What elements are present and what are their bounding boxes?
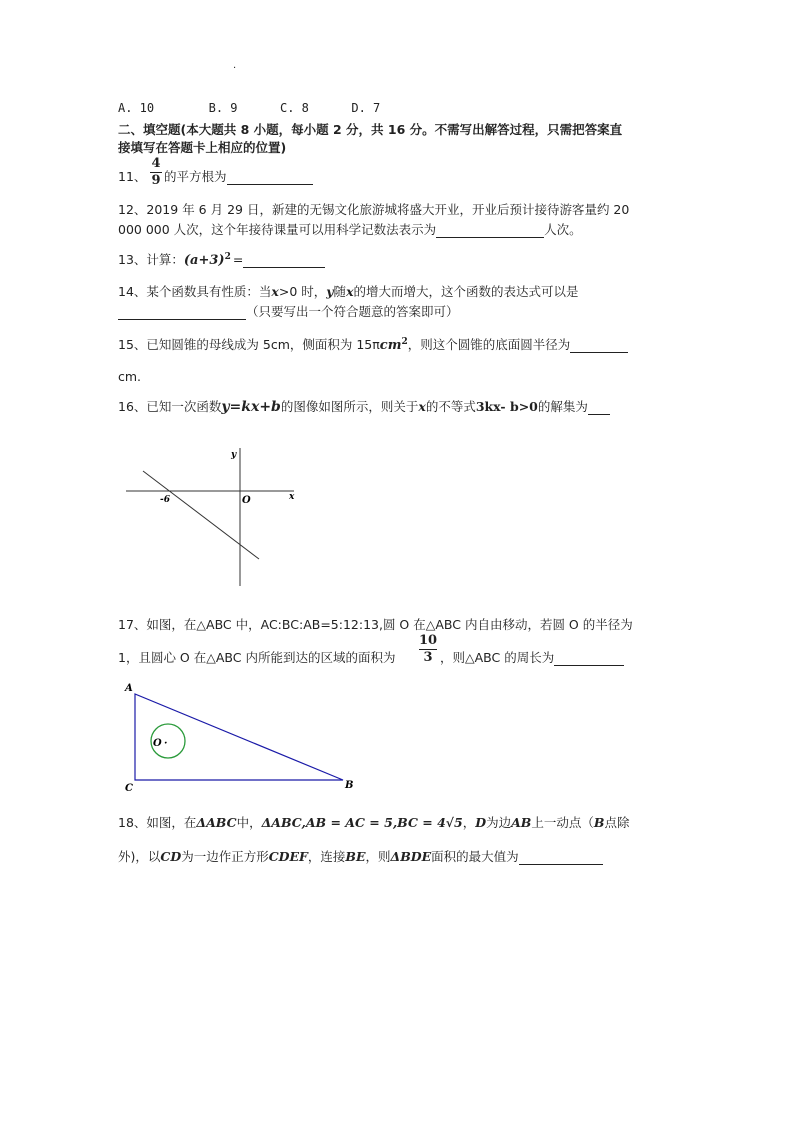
q14-line1a: 14、某个函数具有性质：当 bbox=[118, 284, 272, 299]
q16-a: 16、已知一次函数 bbox=[118, 399, 222, 414]
q18-bvar: B bbox=[593, 815, 605, 830]
vertex-a-label: A bbox=[125, 683, 133, 694]
q16-x: x bbox=[418, 399, 426, 414]
q15-unit: cm bbox=[379, 338, 402, 353]
q11-fraction bbox=[150, 157, 162, 188]
center-o-dot: · bbox=[164, 738, 168, 749]
question-13 bbox=[118, 250, 325, 268]
q14-gt0: >0 时， bbox=[278, 284, 327, 299]
q11-frac-den: 9 bbox=[151, 173, 161, 188]
vertex-c-label: C bbox=[125, 783, 133, 794]
q15-line2: cm. bbox=[118, 369, 142, 384]
q15-answer-blank bbox=[570, 338, 628, 353]
q11-frac-num: 4 bbox=[151, 156, 161, 171]
center-o-label: O bbox=[153, 738, 162, 749]
q18-be: BE bbox=[345, 849, 366, 864]
q14-x1: x bbox=[271, 284, 279, 299]
q18-line1 bbox=[118, 813, 629, 831]
q17-line2-end bbox=[440, 648, 624, 666]
q14-line2-text: （只要写出一个符合题意的答案即可） bbox=[246, 304, 459, 319]
q18-line2b: 为一边作正方形 bbox=[181, 849, 269, 864]
q18-b: 中， bbox=[236, 815, 262, 830]
q17-line2a: 1，且圆心 O 在△ABC 内所能到达的区域的面积为 bbox=[118, 650, 396, 665]
option-c: C. 8 bbox=[279, 101, 309, 115]
q17-frac-num: 10 bbox=[419, 633, 438, 648]
q17-answer-blank bbox=[554, 651, 624, 666]
q12-line2b: 人次。 bbox=[544, 222, 582, 237]
option-b: B. 9 bbox=[208, 101, 238, 115]
options-line bbox=[118, 101, 380, 115]
question-16 bbox=[118, 397, 610, 415]
x-axis-label: x bbox=[289, 492, 295, 502]
q17-line2b: ，则△ABC 的周长为 bbox=[440, 650, 555, 665]
option-a: A. 10 bbox=[118, 101, 155, 115]
q15-line1 bbox=[118, 335, 628, 353]
q18-bde: ΔBDE bbox=[390, 849, 432, 864]
q16-answer-blank bbox=[588, 400, 610, 415]
q18-d: 为边 bbox=[486, 815, 512, 830]
q14-line1b: 的增大而增大，这个函数的表达式可以是 bbox=[353, 284, 579, 299]
q14-answer-blank bbox=[118, 305, 246, 320]
q17-frac-den: 3 bbox=[423, 650, 433, 665]
q14-line1 bbox=[118, 282, 579, 300]
q18-line2 bbox=[118, 847, 603, 865]
section-heading-line1: 二、填空题(本大题共 8 小题，每小题 2 分，共 16 分。不需写出解答过程，只需把答案直 bbox=[118, 122, 623, 137]
q14-x2: x bbox=[346, 284, 354, 299]
q14-sui: 随 bbox=[333, 284, 347, 299]
q18-d-var: D bbox=[475, 815, 487, 830]
q17-fraction bbox=[419, 634, 437, 665]
q18-c: ， bbox=[462, 815, 476, 830]
q18-f: 点除 bbox=[604, 815, 630, 830]
q16-c: 的不等式 bbox=[425, 399, 476, 414]
q13-sup: 2 bbox=[224, 251, 231, 262]
q18-e: 上一动点（ bbox=[531, 815, 594, 830]
q13-answer-blank bbox=[243, 253, 325, 268]
question-11 bbox=[118, 167, 146, 185]
q15-line1b: ，则这个圆锥的底面圆半径为 bbox=[407, 337, 571, 352]
q16-graph bbox=[118, 440, 308, 590]
q13-eq: = bbox=[232, 252, 244, 267]
q12-line2 bbox=[118, 220, 582, 238]
q15-sup: 2 bbox=[401, 336, 408, 347]
q18-line2c: ，连接 bbox=[307, 849, 346, 864]
q18-line2a: 外)，以 bbox=[118, 849, 161, 864]
q18-cdef: CDEF bbox=[268, 849, 308, 864]
q12-line1: 12、2019 年 6 月 29 日，新建的无锡文化旅游城将盛大开业，开业后预计接待游客量约 20 bbox=[118, 202, 630, 217]
q18-line2d: ，则 bbox=[365, 849, 391, 864]
q15-line1a: 15、已知圆锥的母线成为 5cm，侧面积为 15π bbox=[118, 337, 380, 352]
q17-line1: 17、如图，在△ABC 中，AC:BC:AB=5:12:13,圆 O 在△ABC 内自由移动，若圆 O 的半径为 bbox=[118, 617, 633, 632]
q18-answer-blank bbox=[519, 850, 603, 865]
triangle-abc bbox=[135, 694, 343, 780]
origin-label: O bbox=[242, 495, 251, 506]
option-d: D. 7 bbox=[351, 101, 381, 115]
q17-triangle-figure bbox=[118, 678, 368, 798]
y-axis-label: y bbox=[231, 450, 237, 460]
vertex-b-label: B bbox=[345, 780, 354, 791]
q16-b: 的图像如图所示，则关于 bbox=[280, 399, 419, 414]
section-heading-line2: 接填写在答题卡上相应的位置) bbox=[118, 140, 287, 155]
q18-cond: ΔABC,AB = AC = 5,BC = 4√5 bbox=[261, 815, 463, 830]
q11-text-line bbox=[164, 167, 313, 185]
q18-ab: AB bbox=[511, 815, 532, 830]
header-dot: . bbox=[233, 60, 237, 71]
q12-line2a: 000 000 人次，这个年接待课量可以用科学记数法表示为 bbox=[118, 222, 437, 237]
q14-line2 bbox=[118, 302, 459, 320]
q16-inequality: 3kx- b>0 bbox=[475, 399, 538, 414]
q12-answer-blank bbox=[436, 223, 544, 238]
q16-d: 的解集为 bbox=[537, 399, 588, 414]
q13-number: 13、计算： bbox=[118, 252, 184, 267]
q11-number: 11、 bbox=[118, 169, 147, 184]
q11-text: 的平方根为 bbox=[164, 169, 227, 184]
q18-a: 18、如图，在 bbox=[118, 815, 197, 830]
q14-y1: y bbox=[326, 284, 334, 299]
q13-expr: (a+3) bbox=[183, 253, 225, 268]
q11-answer-blank bbox=[227, 170, 313, 185]
intercept-label: -6 bbox=[160, 495, 170, 505]
function-line bbox=[143, 471, 259, 559]
q18-line2e: 面积的最大值为 bbox=[431, 849, 519, 864]
q18-tri1: ΔABC bbox=[196, 815, 237, 830]
q16-func: y=kx+b bbox=[221, 399, 281, 415]
q18-cd: CD bbox=[160, 849, 182, 864]
